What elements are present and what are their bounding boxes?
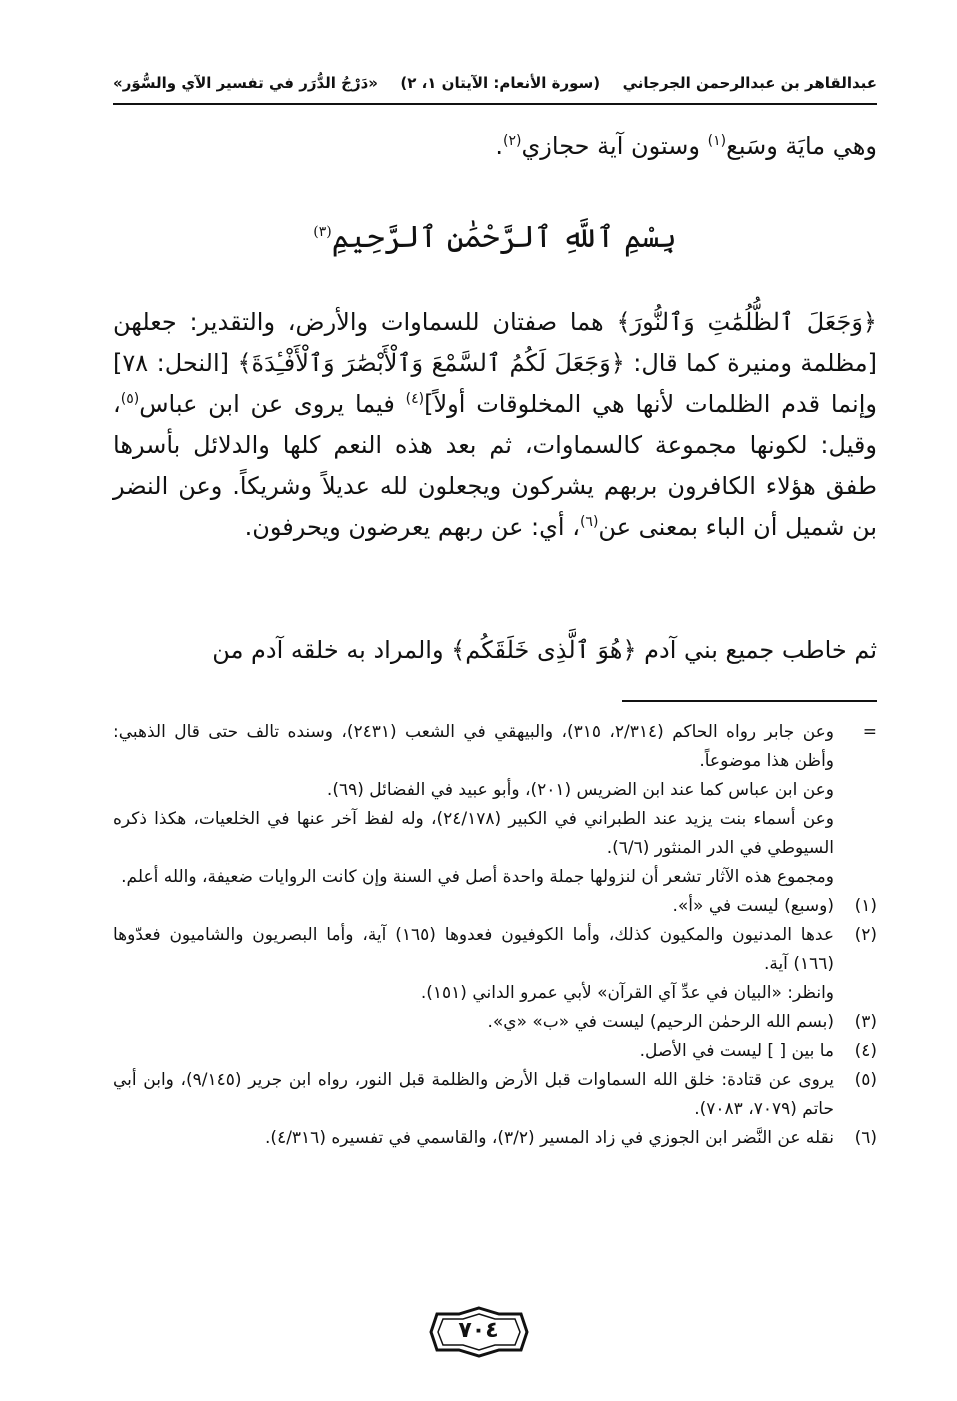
footnote-number: (٣) [854,1012,877,1032]
basmala-text: بِسْمِ ٱللَّهِ ٱلرَّحْمَٰنِ ٱلرَّحِيمِ [331,220,677,255]
para1-text-2: [النحل: ٧٨] وإنما قدم الظلمات لأنها هي المخلوقات أولاً] [113,349,877,418]
footnote-text: عدها المدنيون والمكيون كذلك، وأما الكوفيون فعدوها (١٦٥) آية، وأما البصريون والشاميون فعدّوها (١٦٦) آية. [113,925,834,974]
footnote-2 [113,921,877,979]
header-book-title: «دَرْجُ الدُّرَر في تفسير الآي والسُّوَر» [113,74,378,92]
para1-text-4: ، وقيل: لكونها مجموعة كالسماوات، ثم بعد هذه النعم كلها والدلائل بأسرها طفق هؤلاء الكافرون بربهم يشركون ويجعلون لله عديلاً وشريكاً. وعن النضر بن شميل أن الباء بمعنى عن [113,390,877,541]
footnote-ref-4: (٤) [405,391,425,407]
header-author: عبدالقاهر بن عبدالرحمن الجرجاني [622,74,877,92]
quran-quote-3: ﴿هُوَ ٱلَّذِى خَلَقَكُم﴾ [451,636,637,664]
footnote-3 [113,1008,877,1037]
quran-quote-1: ﴿وَجَعَلَ ٱلظُّلُمَٰتِ وَٱلنُّورَ﴾ [616,308,877,336]
page-number: ٧٠٤ [458,1318,499,1343]
footnote-text: ما بين [ ] ليست في الأصل. [639,1041,834,1061]
footnote-text: (بسم الله الرحمٰن الرحيم) ليست في «ب» «ي». [487,1012,834,1032]
footnote-ref-6: (٦) [579,514,599,530]
footnote-4 [113,1037,877,1066]
commentary-paragraph-2 [113,630,877,671]
footnote-ref-3: (٣) [313,224,332,240]
intro-text-c: . [495,132,504,160]
footnote-number: (٤) [854,1041,877,1061]
footnote-number: (١) [854,896,877,916]
footnote-continuation [113,718,877,892]
intro-text-b: وستون آية حجازي [521,132,708,160]
footnote-text: (وسبع) ليست في «أ». [672,896,834,916]
running-header [113,64,877,102]
intro-line [113,126,877,167]
header-surah-reference: (سورة الأنعام: الآيتان ١، ٢) [400,74,601,92]
header-rule [113,103,877,105]
page-number-ornament [429,1306,529,1358]
quran-quote-2: ﴿وَجَعَلَ لَكُمُ ٱلسَّمْعَ وَٱلْأَبْصَٰرَ وَٱلْأَفْـِٔدَةَ﴾ [237,349,625,377]
footnote-2-extra: وانظر: «البيان في عدِّ آي القرآن» لأبي عمرو الداني (١٥١). [420,983,834,1003]
para1-text-1: هما صفتان للسماوات والأرض، والتقدير: جعلهن [مظلمة ومنيرة كما قال: [113,308,877,377]
para1-text-3: فيما يروى عن ابن عباس [139,390,406,418]
footnote-continuation-line: ومجموع هذه الآثار تشعر أن لنزولها جملة واحدة أصل في السنة وإن كانت الروايات ضعيفة، والله أعلم. [121,867,834,887]
footnote-5 [113,1066,877,1124]
footnote-ref-5: (٥) [120,391,140,407]
para2-text-1: ثم خاطب جميع بني آدم [636,636,877,664]
footnote-ref-2: (٢) [503,133,522,149]
footnote-continuation-line: وعن ابن عباس كما عند ابن الضريس (٢٠١)، وأبو عبيد في الفضائل (٦٩). [326,780,834,800]
continuation-mark: = [862,722,877,742]
footnote-6 [113,1124,877,1153]
footnotes [113,718,877,1153]
footnote-continuation-line: وعن أسماء بنت يزيد عند الطبراني في الكبير (٢٤/١٧٨)، وله لفظ آخر عنها في الخلعيات، هكذا ذكره السيوطي في الدر المنثور (٦/٦). [113,809,834,858]
footnote-text: نقله عن النَّضر ابن الجوزي في زاد المسير (٣/٢)، والقاسمي في تفسيره (٤/٣١٦). [265,1128,834,1148]
footnote-number: (٢) [854,925,877,945]
footnote-text: يروى عن قتادة: خلق الله السماوات قبل الأرض والظلمة قبل النور، رواه ابن جرير (٩/١٤٥)، وابن أبي حاتم (٧٠٧٩، ٧٠٨٣). [113,1070,835,1119]
footnote-number: (٥) [854,1070,877,1090]
footnote-separator [622,700,877,702]
basmala [113,220,877,255]
intro-text-a: وهي مايَة وسَبع [726,132,877,160]
footnote-number: (٦) [854,1128,877,1148]
para2-text-2: والمراد به خلقه آدم من [212,636,452,664]
footnote-1 [113,892,877,921]
commentary-paragraph-1 [113,302,877,548]
footnote-continuation-line: = وعن جابر رواه الحاكم (٢/٣١٤، ٣١٥)، والبيهقي في الشعب (٢٤٣١)، وسنده تالف حتى قال الذهبي: وأظن هذا موضوعاً. [113,718,877,776]
para1-text-5: ، أي: عن ربهم يعرضون ويحرفون. [244,513,580,541]
footnote-ref-1: (١) [707,133,727,149]
